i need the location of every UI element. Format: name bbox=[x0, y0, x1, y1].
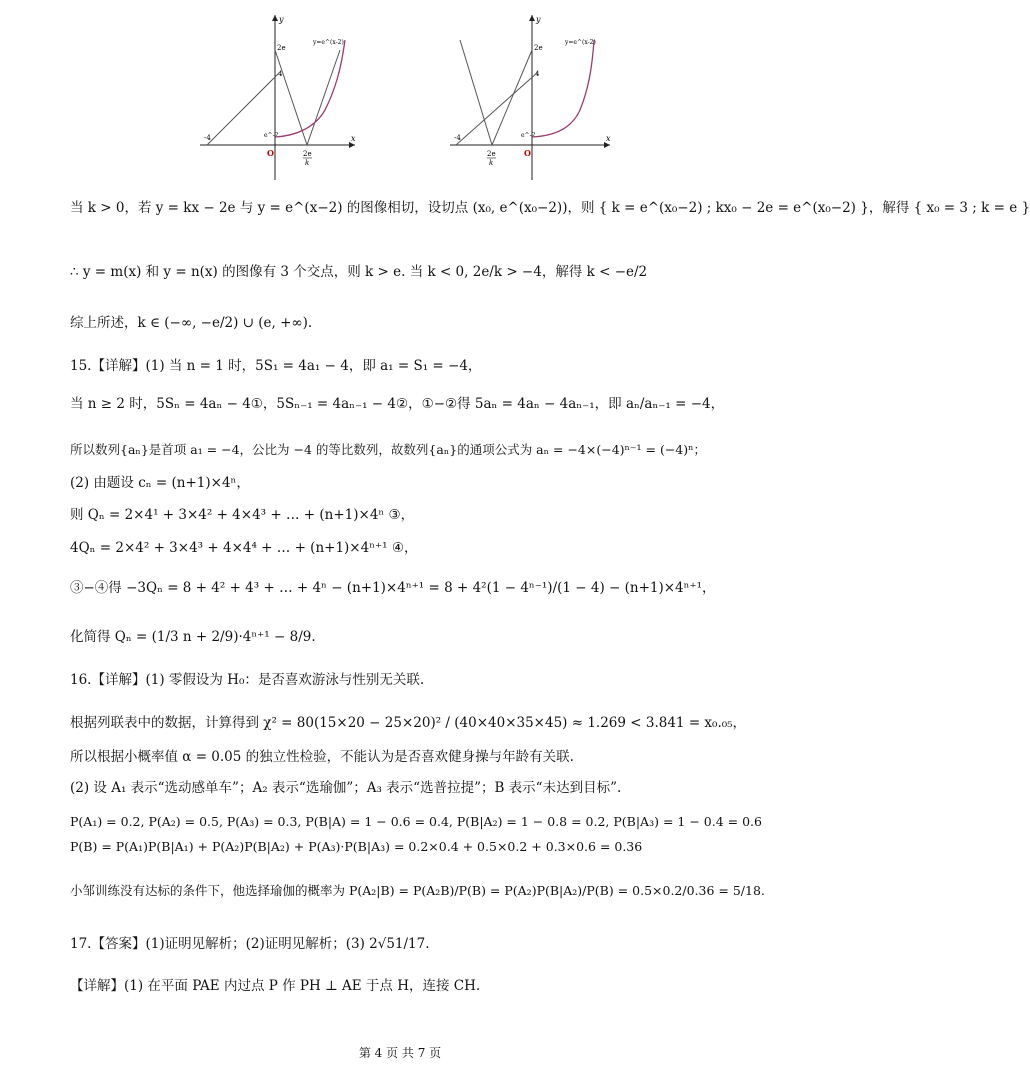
svg-text:2e: 2e bbox=[534, 44, 543, 52]
svg-text:2e: 2e bbox=[487, 150, 496, 158]
page-footer: 第 4 页 共 7 页 bbox=[358, 1046, 442, 1060]
right-graph bbox=[450, 15, 611, 180]
text-line: 【详解】(1) 在平面 PAE 内过点 P 作 PH ⊥ AE 于点 H，连接 CH. bbox=[70, 978, 481, 994]
text-line: 所以数列{aₙ}是首项 a₁ = −4，公比为 −4 的等比数列，故数列{aₙ}的通项公式为 aₙ = −4×(−4)ⁿ⁻¹ = (−4)ⁿ； bbox=[70, 442, 707, 457]
left-graph bbox=[200, 15, 356, 180]
section-15-heading: 15.【详解】(1) 当 n = 1 时，5S₁ = 4a₁ − 4，即 a₁ = S₁ = −4， bbox=[70, 358, 482, 374]
svg-text:2e: 2e bbox=[277, 44, 286, 52]
text-line: 则 Qₙ = 2×4¹ + 3×4² + 4×4³ + … + (n+1)×4ⁿ ③， bbox=[70, 507, 415, 523]
text-line: ∴ y = m(x) 和 y = n(x) 的图像有 3 个交点，则 k > e. 当 k < 0, 2e/k > −4，解得 k < −e/2 bbox=[70, 264, 648, 280]
svg-text:y: y bbox=[536, 15, 541, 24]
text-line: 小邹训练没有达标的条件下，他选择瑜伽的概率为 P(A₂|B) = P(A₂B)/P(B) = P(A₂)P(B|A₂)/P(B) = 0.5×0.2/0.36 = 5/18. bbox=[70, 883, 765, 898]
svg-text:k: k bbox=[305, 159, 310, 167]
svg-text:x: x bbox=[351, 134, 356, 143]
svg-text:2e: 2e bbox=[303, 150, 312, 158]
svg-text:y=e^(x-2): y=e^(x-2) bbox=[565, 39, 596, 46]
text-line: ③−④得 −3Qₙ = 8 + 4² + 4³ + … + 4ⁿ − (n+1)×4ⁿ⁺¹ = 8 + 4²(1 − 4ⁿ⁻¹)/(1 − 4) − (n+1)×4ⁿ⁺¹， bbox=[70, 580, 716, 596]
svg-text:k: k bbox=[489, 159, 494, 167]
svg-text:e^-2: e^-2 bbox=[521, 132, 536, 139]
svg-text:O: O bbox=[267, 148, 274, 158]
text-line: 根据列联表中的数据，计算得到 χ² = 80(15×20 − 25×20)² / (40×40×35×45) ≈ 1.269 < 3.841 = x₀.₀₅， bbox=[70, 715, 747, 731]
text-line: 综上所述，k ∈ (−∞, −e/2) ∪ (e, +∞). bbox=[70, 315, 313, 331]
text-line: (2) 设 A₁ 表示“选动感单车”；A₂ 表示“选瑜伽”；A₃ 表示“选普拉提”；B 表示“未达到目标”. bbox=[70, 780, 622, 796]
svg-text:4: 4 bbox=[278, 70, 283, 78]
svg-text:4: 4 bbox=[535, 70, 540, 78]
text-line: 所以根据小概率值 α = 0.05 的独立性检验，不能认为是否喜欢健身操与年龄有关联. bbox=[70, 749, 574, 765]
text-line: 当 k > 0，若 y = kx − 2e 与 y = e^(x−2) 的图像相切，设切点 (x₀, e^(x₀−2))，则 { k = e^(x₀−2) ; kx₀ − 2e = e^(x₀−2) }，解得 { x₀ = 3 ; k = e } bbox=[70, 200, 1030, 216]
svg-text:y=e^(x-2): y=e^(x-2) bbox=[313, 39, 344, 46]
svg-text:e^-2: e^-2 bbox=[264, 132, 279, 139]
text-line: 当 n ≥ 2 时，5Sₙ = 4aₙ − 4①，5Sₙ₋₁ = 4aₙ₋₁ − 4②，①−②得 5aₙ = 4aₙ − 4aₙ₋₁，即 aₙ/aₙ₋₁ = −4， bbox=[70, 396, 725, 412]
function-graphs bbox=[195, 10, 615, 185]
text-line: 化简得 Qₙ = (1/3 n + 2/9)·4ⁿ⁺¹ − 8/9. bbox=[70, 629, 316, 645]
text-line: 4Qₙ = 2×4² + 3×4³ + 4×4⁴ + … + (n+1)×4ⁿ⁺¹ ④， bbox=[70, 540, 418, 556]
svg-text:O: O bbox=[524, 148, 531, 158]
text-line: (2) 由题设 cₙ = (n+1)×4ⁿ， bbox=[70, 475, 250, 491]
svg-text:-4: -4 bbox=[204, 134, 211, 142]
section-16-heading: 16.【详解】(1) 零假设为 H₀：是否喜欢游泳与性别无关联. bbox=[70, 672, 425, 688]
text-line: P(B) = P(A₁)P(B|A₁) + P(A₂)P(B|A₂) + P(A₃)·P(B|A₃) = 0.2×0.4 + 0.5×0.2 + 0.3×0.6 = 0.36 bbox=[70, 839, 643, 854]
section-17-answer: 17.【答案】(1)证明见解析；(2)证明见解析；(3) 2√51/17. bbox=[70, 936, 430, 952]
svg-text:-4: -4 bbox=[454, 134, 461, 142]
svg-text:y: y bbox=[279, 15, 284, 24]
svg-text:x: x bbox=[606, 134, 611, 143]
text-line: P(A₁) = 0.2, P(A₂) = 0.5, P(A₃) = 0.3, P(B|A) = 1 − 0.6 = 0.4, P(B|A₂) = 1 − 0.8 = 0.2, P(B|A₃) = 1 − 0.4 = 0.6 bbox=[70, 814, 762, 829]
